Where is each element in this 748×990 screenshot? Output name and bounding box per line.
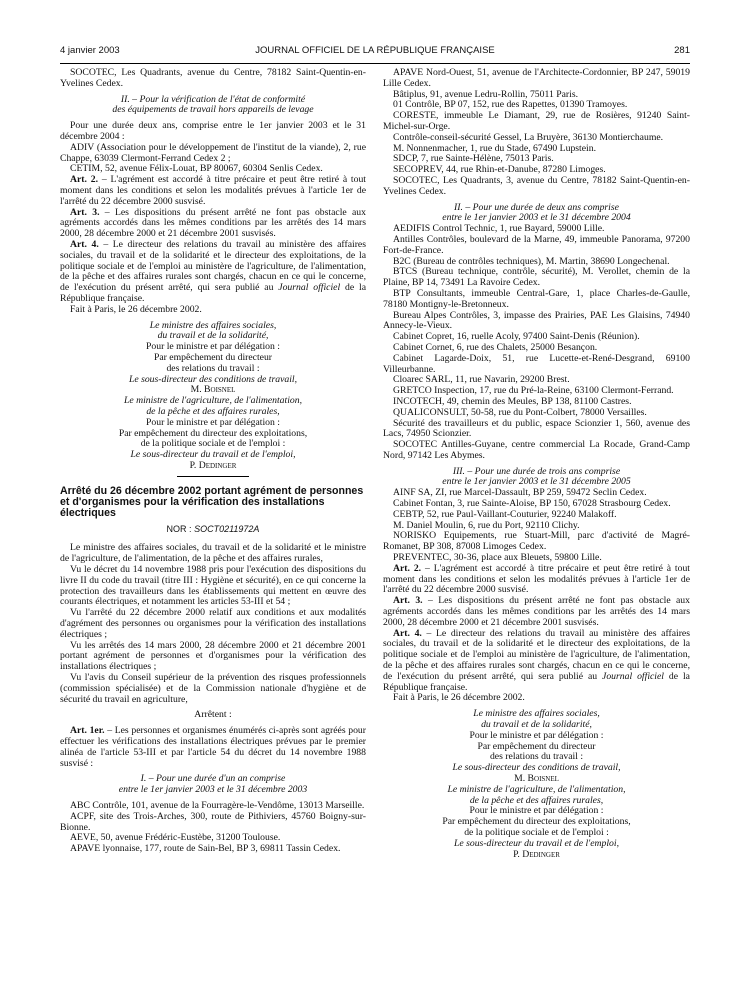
article-1 <box>60 726 366 769</box>
article-label: Art. 2. <box>393 562 422 574</box>
signature-line: Le sous-directeur des conditions de travail, <box>452 762 621 774</box>
section-heading: entre le 1er janvier 2003 et le 31 décembre 2003 <box>118 784 308 796</box>
list-item: SDCP, 7, rue Sainte-Hélène, 75013 Paris. <box>393 153 554 165</box>
list-item: AINF SA, ZI, rue Marcel-Dassault, BP 259, 59472 Seclin Cedex. <box>393 487 647 499</box>
article-label: Art. 1er. <box>70 725 105 737</box>
list-item: ABC Contrôle, 101, avenue de la Fourragère-le-Vendôme, 13013 Marseille. <box>70 800 365 812</box>
signature-line: Pour le ministre et par délégation : <box>469 805 604 817</box>
signature-line: Pour le ministre et par délégation : <box>469 729 604 741</box>
section-heading: entre le 1er janvier 2003 et le 31 décembre 2005 <box>442 476 631 488</box>
signature-line: Le ministre des affaires sociales, <box>473 708 600 720</box>
list-item: Sécurité des travailleurs et du public, espace Scionzier 1, 560, avenue des Lacs, 74950 Scionzier. <box>383 417 690 440</box>
list-item: Cabinet Fontan, 3, rue Sainte-Aloise, BP 150, 67028 Strasbourg Cedex. <box>393 498 671 510</box>
list-item: INCOTECH, 49, chemin des Meules, BP 138, 81100 Castres. <box>393 395 632 407</box>
signature-line: du travail et de la solidarité, <box>157 330 269 342</box>
decree-title: Arrêté du 26 décembre 2002 portant agrément de personnes et d'organismes pour la vérification des installations électriques <box>60 484 364 519</box>
list-item: APAVE Nord-Ouest, 51, avenue de l'Architecte-Cordonnier, BP 247, 59019 Lille Cedex. <box>383 67 690 89</box>
nor-label: NOR : <box>166 523 195 534</box>
paragraph: SOCOTEC, Les Quadrants, avenue du Centre, 78182 Saint-Quentin-en-Yvelines Cedex. <box>60 67 366 89</box>
list-item: Bâtiplus, 91, avenue Ledru-Rollin, 75011 Paris. <box>393 88 579 100</box>
list-item: GRETCO Inspection, 17, rue du Pré-la-Reine, 63100 Clermont-Ferrand. <box>393 385 674 397</box>
list-item: ACPF, site des Trois-Arches, 300, route de Pithiviers, 45760 Boigny-sur-Bionne. <box>60 810 366 833</box>
list-item: CEBTP, 52, rue Paul-Vaillant-Couturier, 92240 Malakoff. <box>393 508 617 520</box>
list-item: ADIV (Association pour le développement de l'institut de la viande), 2, rue Chappe, 63039 Clermont-Ferrand Cedex 2 ; <box>60 141 366 164</box>
article-3 <box>60 208 366 240</box>
list-item: M. Nonnenmacher, 1, rue du Stade, 67490 Lupstein. <box>393 142 597 154</box>
article-text: – Les personnes et organismes énumérés ci-après sont agréés pour effectuer les vérifications des installations électriques prévues par le premier alinéa de l'article 53-III et par l'article 54 du décret du 14 novembre 1988 susvisé : <box>60 725 367 769</box>
signatory-name: P. Dedinger <box>513 848 560 860</box>
paragraph: Vu le décret du 14 novembre 1988 pris pour l'exécution des dispositions du livre II du code du travail (titre III : Hygiène et sécurité), en ce qui concerne la protection des travailleurs dans les établissements qui mettent en œuvre des courants électriques, et notamment les articles 53-III et 54 ; <box>60 564 366 608</box>
article-text: de la République française. <box>383 670 690 693</box>
journal-officiel-ref: Journal officiel <box>602 670 664 682</box>
list-item: SOCOTEC, Les Quadrants, 3, avenue du Centre, 78182 Saint-Quentin-en-Yvelines Cedex. <box>383 174 690 197</box>
signature-line: Le ministre de l'agriculture, de l'alimentation, <box>123 395 303 407</box>
signature-line: Pour le ministre et par délégation : <box>146 416 280 428</box>
signature-line: du travail et de la solidarité, <box>481 719 592 731</box>
article-4 <box>60 240 366 305</box>
list-item: Cloarec SARL, 11, rue Navarin, 29200 Brest. <box>393 374 570 386</box>
section-heading: I. – Pour une durée d'un an comprise <box>140 773 286 785</box>
signature-line: Pour le ministre et par délégation : <box>146 341 280 353</box>
list-item: Contrôle-conseil-sécurité Gessel, La Bruyère, 36130 Montierchaume. <box>393 131 664 143</box>
signature-line: des relations du travail : <box>489 751 584 763</box>
list-item: Cabinet Copret, 16, ruelle Acoly, 97400 Saint-Denis (Réunion). <box>393 331 640 343</box>
list-item: B2C (Bureau de contrôles techniques), M. Martin, 38690 Longechenal. <box>393 255 670 267</box>
signature-line: de la pêche et des affaires rurales, <box>146 405 280 417</box>
signature-line: Par empêchement du directeur des exploitations, <box>118 427 308 439</box>
signatory-name: M. Boisnel <box>190 384 236 396</box>
header-rule <box>60 63 690 64</box>
signature-line: Le sous-directeur du travail et de l'emploi, <box>130 449 296 461</box>
signature-line: Par empêchement du directeur des exploitations, <box>442 816 631 828</box>
left-column <box>60 68 366 855</box>
article-2 <box>383 564 690 596</box>
paragraph: Vu l'avis du Conseil supérieur de la prévention des risques professionnels (commission spécialisée) et de la Commission nationale d'hygiène et de sécurité du travail en agriculture, <box>60 672 366 705</box>
list-item: NORISKO Equipements, rue Stuart-Mill, parc d'activité de Magré-Romanet, BP 308, 87008 Limoges Cedex. <box>383 530 690 553</box>
article-text: – Les dispositions du présent arrêté ne font pas obstacle aux agréments accordés dans les mêmes conditions par les arrêtés des 14 mars 2000, 28 décembre 2000 et 21 décembre 2001 susvisés. <box>383 595 690 628</box>
article-text: de la République française. <box>60 282 366 304</box>
paragraph: Vu l'arrêté du 22 décembre 2000 relatif aux conditions et aux modalités d'agrément des personnes ou organismes pour la vérification des installations électriques ; <box>60 607 366 640</box>
article-text: – Les dispositions du présent arrêté ne font pas obstacle aux agréments accordés dans les mêmes conditions par les arrêtés des 14 mars 2000, 28 décembre 2000 et 21 décembre 2001 susvisés. <box>60 206 366 240</box>
list-item: SOCOTEC Antilles-Guyane, centre commercial La Rocade, Grand-Camp Nord, 97142 Les Abymes. <box>383 439 690 461</box>
list-item: QUALICONSULT, 50-58, rue du Pont-Colbert, 78000 Versailles. <box>393 406 647 418</box>
list-item: BTP Consultants, immeuble Central-Gare, 1, place Charles-de-Gaulle, 78180 Montigny-le-Bretonneux. <box>383 287 690 310</box>
header-date: 4 janvier 2003 <box>60 45 120 56</box>
article-text: – Le directeur des relations du travail au ministère des affaires sociales, du travail et de la solidarité et le directeur des exploitations, de la politique sociale et de l'emploi au ministère de l'agriculture, de l'alimentation, de la pêche et des affaires rurales sont chargés, chacun en ce qui le concerne, de l'exécution du présent arrêté, qui sera publié au <box>60 238 366 294</box>
article-3 <box>383 596 690 628</box>
fait-a-paris: Fait à Paris, le 26 décembre 2002. <box>70 303 202 315</box>
list-item: Cabinet Cornet, 6, rue des Chalets, 25000 Besançon. <box>393 341 598 353</box>
signatory-name: P. Dedinger <box>189 459 237 471</box>
signature-line: de la pêche et des affaires rurales, <box>469 794 604 806</box>
nor-reference <box>60 524 366 535</box>
section-heading: entre le 1er janvier 2003 et le 31 décembre 2004 <box>442 212 631 224</box>
signature-line: Le ministre de l'agriculture, de l'alimentation, <box>447 783 626 795</box>
list-item: Antilles Contrôles, boulevard de la Marne, 49, immeuble Panorama, 97200 Fort-de-France. <box>383 233 690 256</box>
list-item: SECOPREV, 44, rue Rhin-et-Danube, 87280 Limoges. <box>393 164 606 176</box>
article-label: Art. 3. <box>393 595 423 607</box>
article-text: – L'agrément est accordé à titre précaire et peut être retiré à tout moment dans les conditions et selon les modalités prévues à l'article 1er de l'arrêté du 22 décembre 2000 susvisé. <box>60 174 366 207</box>
list-item: PREVENTEC, 30-36, place aux Bleuets, 59800 Lille. <box>393 552 602 564</box>
signature-line: Le ministre des affaires sociales, <box>149 319 277 331</box>
section-heading: II. – Pour une durée de deux ans comprise <box>454 201 619 213</box>
article-text: – Le directeur des relations du travail au ministère des affaires sociales, du travail et de la solidarité et le directeur des exploitations, de la politique sociale et de l'emploi au ministère de l'agriculture, de l'alimentation, de la pêche et des affaires rurales sont chargés, chacun en ce qui le concerne, de l'exécution du présent arrêté, qui sera publié au <box>383 627 691 682</box>
list-item: CORESTE, immeuble Le Diamant, 29, rue de Rosières, 91240 Saint-Michel-sur-Orge. <box>383 110 690 132</box>
fait-a-paris: Fait à Paris, le 26 décembre 2002. <box>393 692 525 704</box>
article-label: Art. 3. <box>70 206 100 218</box>
article-label: Art. 4. <box>70 238 99 250</box>
header-journal-title: JOURNAL OFFICIEL DE LA RÉPUBLIQUE FRANÇAISE <box>255 45 495 56</box>
signatory-name: M. Boisnel <box>514 773 559 784</box>
page-header <box>60 45 690 59</box>
list-item: BTCS (Bureau technique, contrôle, sécurité), M. Verollet, chemin de la Plaine, BP 14, 73491 La Ravoire Cedex. <box>383 266 690 289</box>
list-item: APAVE lyonnaise, 177, route de Sain-Bel, BP 3, 69811 Tassin Cedex. <box>70 843 341 855</box>
section-heading: III. – Pour une durée de trois ans comprise <box>452 465 621 477</box>
list-item: M. Daniel Moulin, 6, rue du Port, 92110 Clichy. <box>393 519 580 531</box>
list-item: AEDIFIS Control Technic, 1, rue Bayard, 59000 Lille. <box>393 223 605 235</box>
section-heading: des équipements de travail hors appareils de levage <box>112 104 314 116</box>
article-text: – L'agrément est accordé à titre précaire et peut être retiré à tout moment dans les conditions et selon les modalités prévues à l'article 1er de l'arrêté du 22 décembre 2000 susvisé. <box>383 562 690 596</box>
list-item: Cabinet Lagarde-Doix, 51, rue Lucette-et-René-Desgrand, 69100 Villeurbanne. <box>383 352 690 375</box>
signature-line: de la politique sociale et de l'emploi : <box>140 438 286 450</box>
right-column <box>383 68 690 860</box>
signature-line: des relations du travail : <box>166 362 260 374</box>
article-4 <box>383 629 690 694</box>
list-item: AEVE, 50, avenue Frédéric-Eustèbe, 31200 Toulouse. <box>70 832 281 844</box>
article-label: Art. 2. <box>70 174 99 186</box>
section-heading: II. – Pour la vérification de l'état de conformité <box>120 93 306 105</box>
header-page-number: 281 <box>674 45 690 56</box>
journal-officiel-ref: Journal officiel <box>278 282 341 294</box>
article-label: Art. 4. <box>393 627 422 639</box>
signature-line: Le sous-directeur du travail et de l'emploi, <box>453 837 620 849</box>
list-item: Bureau Alpes Contrôles, 3, impasse des Prairies, PAE Les Glaisins, 74940 Annecy-le-Vieux. <box>383 309 690 332</box>
signature-line: Par empêchement du directeur <box>153 351 273 363</box>
arretent: Arrêtent : <box>194 709 232 721</box>
list-item: 01 Contrôle, BP 07, 152, rue des Rapettes, 01390 Tramoyes. <box>393 99 628 111</box>
list-item: CETIM, 52, avenue Félix-Louat, BP 80067, 60304 Senlis Cedex. <box>70 163 323 175</box>
paragraph: Pour une durée deux ans, comprise entre le 1er janvier 2003 et le 31 décembre 2004 : <box>60 120 366 142</box>
signature-line: de la politique sociale et de l'emploi : <box>464 826 609 838</box>
paragraph: Le ministre des affaires sociales, du travail et de la solidarité et le ministre de l'agriculture, de l'alimentation, de la pêche et des affaires rurales, <box>60 542 366 565</box>
separator-rule <box>177 476 249 477</box>
paragraph: Vu les arrêtés des 14 mars 2000, 28 décembre 2000 et 21 décembre 2001 portant agrément de personnes et d'organismes pour la vérification des installations électriques ; <box>60 639 366 673</box>
signature-line: Le sous-directeur des conditions de travail, <box>128 373 298 385</box>
nor-code: SOCT0211972A <box>194 523 260 534</box>
signature-line: Par empêchement du directeur <box>477 740 596 752</box>
article-2 <box>60 175 366 207</box>
